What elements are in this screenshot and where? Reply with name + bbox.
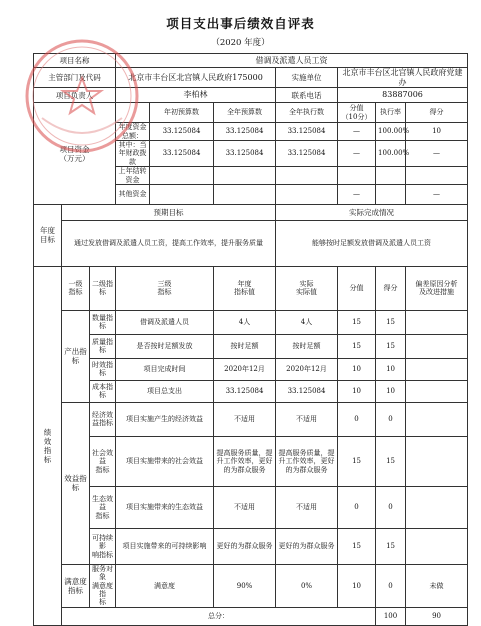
indicator-level2: 经济效 益指标 <box>90 402 116 436</box>
funds-row-name: 上年结转资金 <box>116 167 150 185</box>
total-points: 100 <box>376 607 406 625</box>
project-name-value: 借调及派遣人员工资 <box>116 54 468 68</box>
funds-header-initial: 年初预算数 <box>150 103 214 123</box>
funds-row-full <box>214 167 276 185</box>
indicator-score: 15 <box>376 334 406 358</box>
indicators-section-label: 绩 效 指 标 <box>34 266 62 625</box>
funds-row-full <box>214 184 276 204</box>
indicator-row <box>34 402 468 436</box>
funds-header-blank <box>116 103 150 123</box>
indicator-level1: 满意度 指标 <box>62 564 90 607</box>
report-year: （2020 年度） <box>211 38 270 48</box>
indicator-actual: 4人 <box>276 310 338 334</box>
funds-header-score: 得分 <box>406 103 468 123</box>
indicator-level2: 质量指标 <box>90 334 116 358</box>
indicator-note <box>406 486 468 528</box>
indicator-note <box>406 436 468 486</box>
row-owner <box>34 88 468 103</box>
funds-row-initial <box>150 184 214 204</box>
funds-header-row <box>34 103 468 123</box>
funds-row-initial: 33.125084 <box>150 123 214 141</box>
indicator-note <box>406 358 468 380</box>
funds-row-rate: 100.00% <box>376 140 406 166</box>
indicator-score: 15 <box>376 528 406 564</box>
owner-label: 项目负责人 <box>34 88 116 103</box>
funds-row-points: — <box>338 140 376 166</box>
indicator-actual: 2020年12月 <box>276 358 338 380</box>
indicator-target: 提高服务质量，提升工作效率，更好的为群众服务 <box>214 436 276 486</box>
indicator-score: 0 <box>376 486 406 528</box>
total-row <box>34 607 468 625</box>
funds-row-name: 年度资金总额： <box>116 123 150 141</box>
indicator-target: 2020年12月 <box>214 358 276 380</box>
funds-row-rate <box>376 167 406 185</box>
indicator-header-level2: 二级指 标 <box>90 266 116 310</box>
funds-row-name: 其他资金 <box>116 184 150 204</box>
phone-value: 83887006 <box>338 88 468 103</box>
indicator-header-score: 得分 <box>376 266 406 310</box>
indicator-points: 0 <box>338 486 376 528</box>
indicator-level3: 项目实施带来的生态效益 <box>116 486 214 528</box>
indicator-level3: 项目实施产生的经济效益 <box>116 402 214 436</box>
indicator-level2: 生态效益 指标 <box>90 486 116 528</box>
indicator-note <box>406 334 468 358</box>
goals-expected-header: 预期目标 <box>62 204 276 220</box>
funds-row-score: — <box>406 184 468 204</box>
indicator-level3: 借调及派遣人员 <box>116 310 214 334</box>
funds-row-rate <box>376 184 406 204</box>
funds-row-rate: 100.00% <box>376 123 406 141</box>
funds-row-score <box>406 167 468 185</box>
indicator-target: 4人 <box>214 310 276 334</box>
unit-label: 实施单位 <box>276 68 338 88</box>
indicator-level3: 项目实施带来的社会效益 <box>116 436 214 486</box>
indicator-row <box>34 358 468 380</box>
funds-row-points: — <box>338 184 376 204</box>
indicator-header-actual: 实际 实际值 <box>276 266 338 310</box>
indicator-level1: 产出指 标 <box>62 310 90 402</box>
indicator-level1: 效益指 标 <box>62 402 90 564</box>
indicator-actual: 不适用 <box>276 402 338 436</box>
evaluation-table <box>33 53 468 626</box>
indicator-points: 10 <box>338 564 376 607</box>
indicator-actual: 提高服务质量，提升工作效率，更好的为群众服务 <box>276 436 338 486</box>
indicator-note: 未做 <box>406 564 468 607</box>
indicator-row <box>34 436 468 486</box>
indicator-score: 10 <box>376 380 406 402</box>
funds-row-exec: 33.125084 <box>276 123 338 141</box>
indicator-header-level3: 三级 指标 <box>116 266 214 310</box>
goals-actual-value: 能够按时足额发放借调及派遣人员工资 <box>276 220 468 266</box>
indicator-level2: 社会效益 指标 <box>90 436 116 486</box>
indicator-actual: 更好的为群众服务 <box>276 528 338 564</box>
goals-actual-header: 实际完成情况 <box>276 204 468 220</box>
indicator-level3: 项目总支出 <box>116 380 214 402</box>
indicator-points: 0 <box>338 402 376 436</box>
indicator-points: 15 <box>338 334 376 358</box>
indicator-level3: 满意度 <box>116 564 214 607</box>
indicator-header-target: 年度 指标值 <box>214 266 276 310</box>
funds-header-points: 分值 （10分） <box>338 103 376 123</box>
row-project-name <box>34 54 468 68</box>
indicator-level3: 项目实施带来的可持续影响 <box>116 528 214 564</box>
funds-header-rate: 执行率 <box>376 103 406 123</box>
total-label: 总分： <box>62 607 376 625</box>
indicator-level2: 服务对象 满意度指 标 <box>90 564 116 607</box>
indicator-row <box>34 380 468 402</box>
funds-row-initial <box>150 167 214 185</box>
indicator-points: 10 <box>338 380 376 402</box>
indicator-note <box>406 310 468 334</box>
indicator-row <box>34 564 468 607</box>
indicator-note <box>406 402 468 436</box>
indicator-header-row <box>34 266 468 310</box>
funds-row-score: — <box>406 140 468 166</box>
funds-row-full: 33.125084 <box>214 140 276 166</box>
department-value: 北京市丰台区北宫镇人民政府175000 <box>116 68 276 88</box>
goals-content-row <box>34 220 468 266</box>
funds-header-full: 全年预算数 <box>214 103 276 123</box>
indicator-level2: 数量指标 <box>90 310 116 334</box>
funds-row-points <box>338 167 376 185</box>
row-department <box>34 68 468 88</box>
funds-row-exec <box>276 184 338 204</box>
indicator-row <box>34 310 468 334</box>
indicator-actual: 0% <box>276 564 338 607</box>
indicator-score: 0 <box>376 564 406 607</box>
indicator-score: 10 <box>376 358 406 380</box>
indicator-header-note: 偏差原因分析 及改进措施 <box>406 266 468 310</box>
funds-row-full: 33.125084 <box>214 123 276 141</box>
indicator-target: 按时足额 <box>214 334 276 358</box>
indicator-row <box>34 528 468 564</box>
indicator-note <box>406 528 468 564</box>
goals-expected-value: 通过发放借调及派遣人员工资，提高工作效率，提升服务质量 <box>62 220 276 266</box>
indicator-points: 10 <box>338 358 376 380</box>
project-name-label: 项目名称 <box>34 54 116 68</box>
indicator-row <box>34 334 468 358</box>
funds-row-name: 其中：当年财政拨款 <box>116 140 150 166</box>
funds-label: 项目资金 （万元） <box>34 103 116 205</box>
indicator-target: 更好的为群众服务 <box>214 528 276 564</box>
indicator-header-points: 分值 <box>338 266 376 310</box>
indicator-points: 15 <box>338 436 376 486</box>
funds-row-exec: 33.125084 <box>276 140 338 166</box>
funds-row-score: 10 <box>406 123 468 141</box>
funds-row-exec <box>276 167 338 185</box>
indicator-note <box>406 380 468 402</box>
indicator-level3: 是否按时足额发放 <box>116 334 214 358</box>
indicator-row <box>34 486 468 528</box>
indicator-score: 0 <box>376 402 406 436</box>
indicator-score: 15 <box>376 310 406 334</box>
goals-label: 年度 目标 <box>34 204 62 266</box>
indicator-level2: 时效指标 <box>90 358 116 380</box>
unit-value: 北京市丰台区北宫镇人民政府党建办 <box>338 68 468 88</box>
indicator-points: 15 <box>338 310 376 334</box>
indicator-target: 33.125084 <box>214 380 276 402</box>
indicator-actual: 33.125084 <box>276 380 338 402</box>
funds-row-initial: 33.125084 <box>150 140 214 166</box>
indicator-actual: 按时足额 <box>276 334 338 358</box>
indicator-target: 不适用 <box>214 486 276 528</box>
indicator-score: 15 <box>376 436 406 486</box>
funds-header-exec: 全年执行数 <box>276 103 338 123</box>
total-score: 90 <box>406 607 468 625</box>
indicator-actual: 不适用 <box>276 486 338 528</box>
department-label: 主管部门及代码 <box>34 68 116 88</box>
phone-label: 联系电话 <box>276 88 338 103</box>
indicator-target: 90% <box>214 564 276 607</box>
indicator-target: 不适用 <box>214 402 276 436</box>
indicator-points: 15 <box>338 528 376 564</box>
indicator-level3: 项目完成时间 <box>116 358 214 380</box>
indicator-level2: 成本指标 <box>90 380 116 402</box>
owner-value: 李柏林 <box>116 88 276 103</box>
indicator-header-level1: 一级 指标 <box>62 266 90 310</box>
goals-header-row <box>34 204 468 220</box>
indicator-level2: 可持续影 响指标 <box>90 528 116 564</box>
funds-row-points: — <box>338 123 376 141</box>
page-title: 项目支出事后绩效自评表 <box>166 16 315 31</box>
